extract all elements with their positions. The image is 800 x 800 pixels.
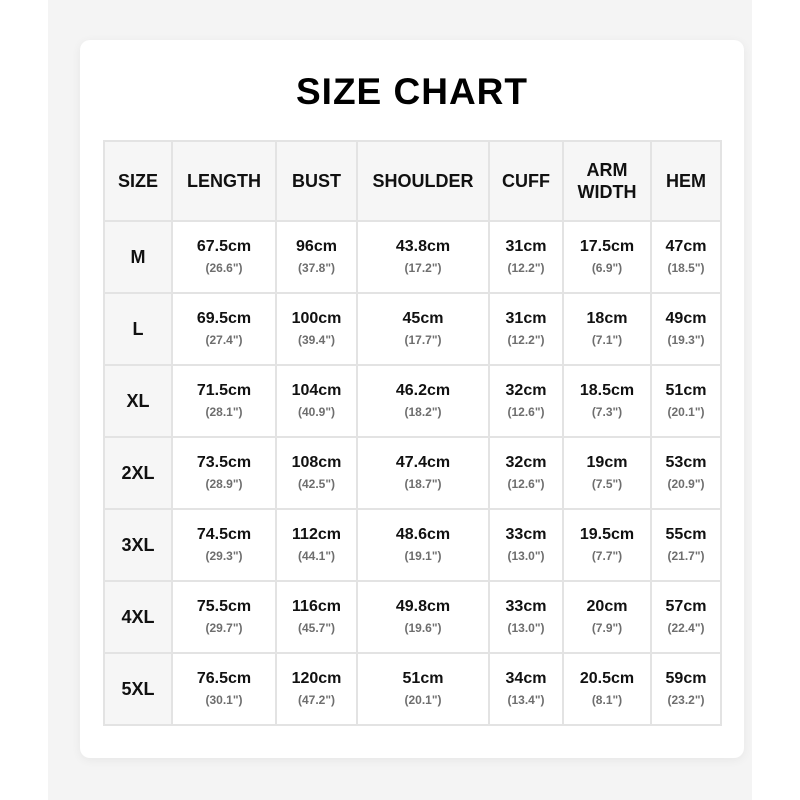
table-row: [104, 365, 721, 437]
value-inches: (47.2"): [297, 693, 336, 707]
table-row: [104, 653, 721, 725]
value-cm: 34cm: [505, 670, 547, 687]
column-header-length: LENGTH: [172, 141, 276, 221]
value-cm: 57cm: [665, 598, 707, 615]
size-chart-table: [103, 140, 722, 726]
cell-length: [172, 509, 276, 581]
value-inches: (7.7"): [591, 549, 623, 563]
value-inches: (12.6"): [507, 477, 545, 491]
value-cm: 32cm: [505, 382, 547, 399]
cell-arm-width: [563, 365, 651, 437]
size-label: L: [104, 293, 172, 365]
cell-hem: [651, 653, 721, 725]
cell-shoulder: [357, 509, 489, 581]
value-inches: (28.9"): [205, 477, 243, 491]
value-cm: 18.5cm: [579, 382, 635, 399]
value-inches: (39.4"): [297, 333, 336, 347]
value-inches: (30.1"): [205, 693, 243, 707]
cell-arm-width: [563, 293, 651, 365]
cell-hem: [651, 293, 721, 365]
value-inches: (45.7"): [297, 621, 336, 635]
value-cm: 100cm: [291, 310, 342, 327]
value-cm: 33cm: [505, 526, 547, 543]
size-label: 2XL: [104, 437, 172, 509]
value-inches: (7.1"): [591, 333, 623, 347]
value-cm: 45cm: [402, 310, 444, 327]
cell-bust: [276, 509, 357, 581]
value-inches: (22.4"): [667, 621, 705, 635]
cell-shoulder: [357, 437, 489, 509]
cell-arm-width: [563, 581, 651, 653]
value-cm: 75.5cm: [196, 598, 252, 615]
value-inches: (13.0"): [507, 621, 545, 635]
value-cm: 33cm: [505, 598, 547, 615]
value-inches: (6.9"): [591, 261, 623, 275]
value-cm: 20cm: [586, 598, 628, 615]
value-cm: 71.5cm: [196, 382, 252, 399]
table-body: [104, 221, 721, 725]
value-inches: (19.6"): [404, 621, 442, 635]
value-inches: (12.2"): [507, 333, 545, 347]
value-cm: 49.8cm: [395, 598, 451, 615]
value-inches: (26.6"): [205, 261, 243, 275]
value-inches: (40.9"): [297, 405, 336, 419]
value-inches: (42.5"): [297, 477, 336, 491]
size-label: M: [104, 221, 172, 293]
value-cm: 47cm: [665, 238, 707, 255]
value-cm: 19.5cm: [579, 526, 635, 543]
cell-cuff: [489, 221, 563, 293]
value-inches: (29.3"): [205, 549, 243, 563]
value-cm: 69.5cm: [196, 310, 252, 327]
value-cm: 55cm: [665, 526, 707, 543]
value-inches: (8.1"): [591, 693, 623, 707]
column-header-bust: BUST: [276, 141, 357, 221]
value-cm: 31cm: [505, 238, 547, 255]
size-label: 5XL: [104, 653, 172, 725]
value-inches: (20.1"): [667, 405, 705, 419]
value-inches: (19.3"): [667, 333, 705, 347]
cell-hem: [651, 509, 721, 581]
value-inches: (18.2"): [404, 405, 442, 419]
value-cm: 108cm: [291, 454, 342, 471]
page-title: SIZE CHART: [296, 71, 528, 112]
column-header-shoulder: SHOULDER: [357, 141, 489, 221]
value-inches: (23.2"): [667, 693, 705, 707]
value-inches: (20.1"): [404, 693, 442, 707]
cell-hem: [651, 365, 721, 437]
table-row: [104, 437, 721, 509]
value-cm: 20.5cm: [579, 670, 635, 687]
cell-bust: [276, 293, 357, 365]
cell-cuff: [489, 437, 563, 509]
value-cm: 73.5cm: [196, 454, 252, 471]
value-inches: (12.2"): [507, 261, 545, 275]
column-header-hem: HEM: [651, 141, 721, 221]
value-inches: (17.2"): [404, 261, 442, 275]
value-cm: 74.5cm: [196, 526, 252, 543]
cell-bust: [276, 365, 357, 437]
cell-length: [172, 365, 276, 437]
value-cm: 59cm: [665, 670, 707, 687]
table-row: [104, 509, 721, 581]
value-inches: (18.5"): [667, 261, 705, 275]
cell-shoulder: [357, 293, 489, 365]
value-inches: (12.6"): [507, 405, 545, 419]
cell-cuff: [489, 293, 563, 365]
value-inches: (29.7"): [205, 621, 243, 635]
value-cm: 43.8cm: [395, 238, 451, 255]
column-header-arm-width: ARM WIDTH: [563, 141, 651, 221]
cell-length: [172, 653, 276, 725]
value-inches: (20.9"): [667, 477, 705, 491]
value-inches: (28.1"): [205, 405, 243, 419]
cell-length: [172, 437, 276, 509]
cell-length: [172, 581, 276, 653]
value-inches: (13.0"): [507, 549, 545, 563]
value-cm: 116cm: [292, 598, 341, 615]
cell-hem: [651, 437, 721, 509]
value-inches: (18.7"): [404, 477, 442, 491]
cell-cuff: [489, 509, 563, 581]
value-inches: (7.9"): [591, 621, 623, 635]
cell-arm-width: [563, 437, 651, 509]
size-label: 3XL: [104, 509, 172, 581]
size-label: 4XL: [104, 581, 172, 653]
cell-arm-width: [563, 509, 651, 581]
cell-shoulder: [357, 653, 489, 725]
value-cm: 51cm: [665, 382, 707, 399]
column-header-cuff: CUFF: [489, 141, 563, 221]
cell-cuff: [489, 581, 563, 653]
cell-hem: [651, 221, 721, 293]
value-inches: (27.4"): [205, 333, 243, 347]
column-header-size: SIZE: [104, 141, 172, 221]
value-cm: 19cm: [586, 454, 628, 471]
value-cm: 18cm: [586, 310, 628, 327]
value-cm: 17.5cm: [579, 238, 635, 255]
cell-length: [172, 293, 276, 365]
table-row: [104, 293, 721, 365]
cell-length: [172, 221, 276, 293]
cell-shoulder: [357, 221, 489, 293]
value-inches: (19.1"): [404, 549, 442, 563]
table-row: [104, 581, 721, 653]
table-row: [104, 221, 721, 293]
cell-shoulder: [357, 365, 489, 437]
value-inches: (21.7"): [667, 549, 705, 563]
cell-hem: [651, 581, 721, 653]
cell-bust: [276, 653, 357, 725]
value-inches: (7.5"): [591, 477, 623, 491]
value-inches: (17.7"): [404, 333, 442, 347]
value-cm: 112cm: [292, 526, 341, 543]
value-cm: 96cm: [296, 238, 337, 255]
value-cm: 31cm: [505, 310, 547, 327]
value-cm: 53cm: [665, 454, 707, 471]
value-cm: 120cm: [291, 670, 342, 687]
cell-cuff: [489, 365, 563, 437]
value-cm: 46.2cm: [395, 382, 451, 399]
value-inches: (37.8"): [297, 261, 336, 275]
value-cm: 48.6cm: [395, 526, 451, 543]
cell-bust: [276, 581, 357, 653]
value-inches: (13.4"): [507, 693, 545, 707]
cell-shoulder: [357, 581, 489, 653]
header-row: [104, 141, 721, 221]
value-cm: 49cm: [665, 310, 707, 327]
value-cm: 51cm: [402, 670, 444, 687]
value-cm: 32cm: [505, 454, 547, 471]
size-label: XL: [104, 365, 172, 437]
value-cm: 104cm: [291, 382, 342, 399]
value-cm: 67.5cm: [196, 238, 252, 255]
value-inches: (44.1"): [297, 549, 336, 563]
cell-arm-width: [563, 653, 651, 725]
cell-bust: [276, 437, 357, 509]
value-inches: (7.3"): [591, 405, 623, 419]
value-cm: 47.4cm: [395, 454, 451, 471]
cell-arm-width: [563, 221, 651, 293]
value-cm: 76.5cm: [196, 670, 252, 687]
cell-bust: [276, 221, 357, 293]
cell-cuff: [489, 653, 563, 725]
